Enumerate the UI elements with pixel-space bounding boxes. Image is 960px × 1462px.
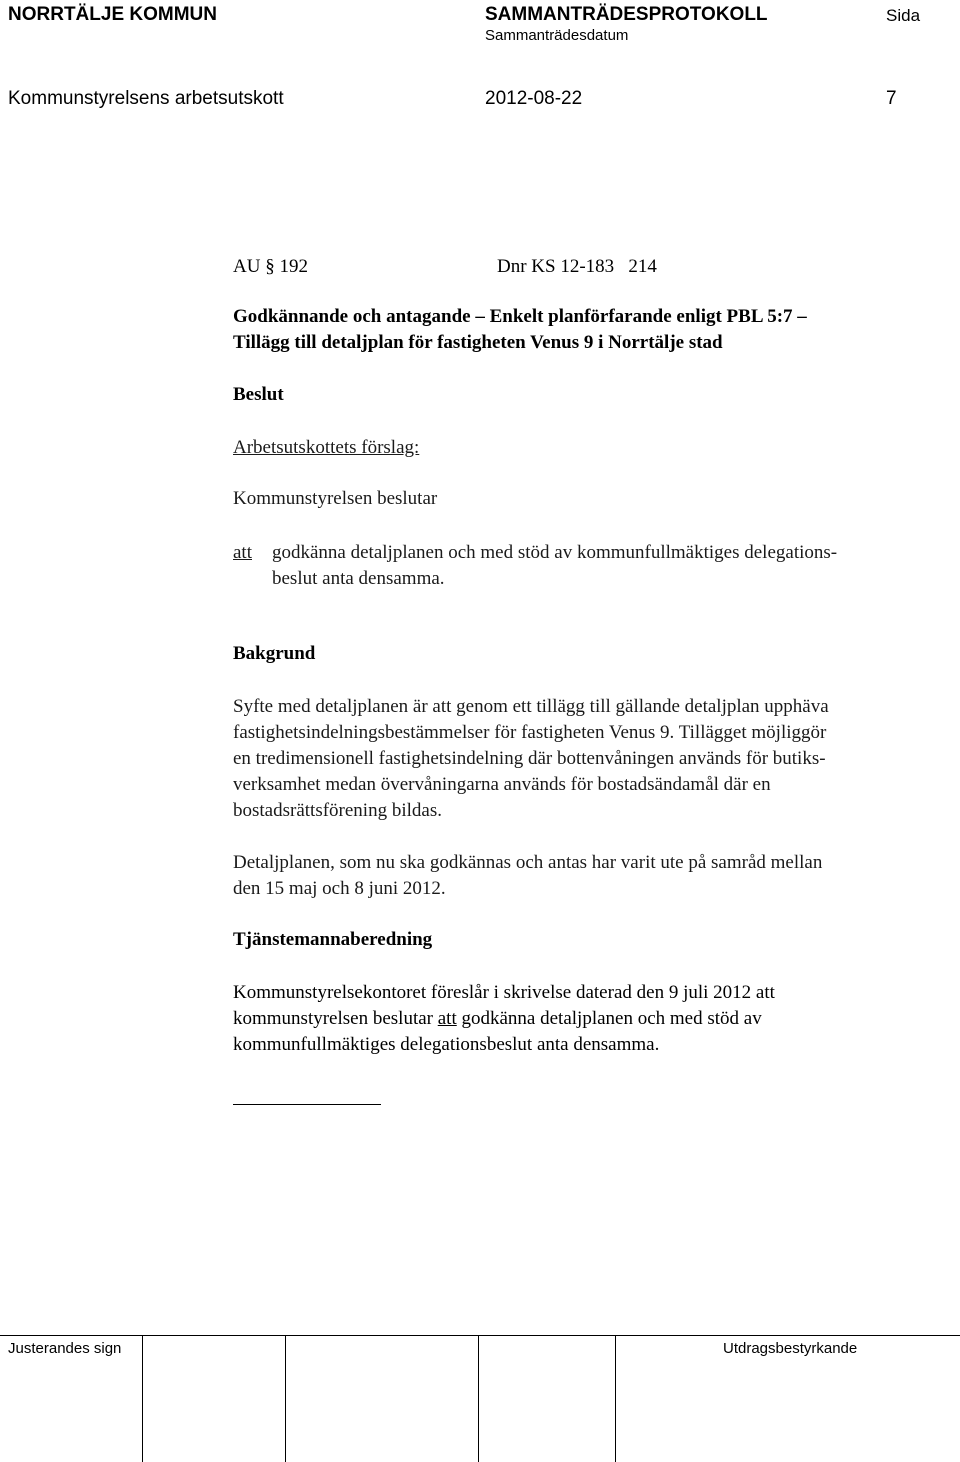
bakgrund-heading: Bakgrund: [233, 643, 316, 664]
background-p1-line2: fastighetsindelningsbestämmelser för fastigheten Venus 9. Tillägget möjliggör: [233, 722, 827, 743]
signature-box-divider-1: [142, 1335, 143, 1462]
background-p2-line2: den 15 maj och 8 juni 2012.: [233, 878, 446, 899]
signature-box-divider-3: [478, 1335, 479, 1462]
meeting-date: 2012-08-22: [485, 88, 583, 109]
committee-name: Kommunstyrelsens arbetsutskott: [8, 88, 284, 109]
protocol-title: SAMMANTRÄDESPROTOKOLL: [485, 4, 768, 25]
signature-box-divider-2: [285, 1335, 286, 1462]
att-marker: att: [233, 542, 252, 563]
signature-label: Justerandes sign: [8, 1340, 122, 1357]
preparation-line3: kommunfullmäktiges delegationsbeslut anta densamma.: [233, 1034, 660, 1055]
preparation-att-marker: att: [437, 1008, 457, 1029]
background-p1-line3: en tredimensionell fastighetsindelning där bottenvåningen används för butiks-: [233, 748, 826, 769]
case-title-line1: Godkännande och antagande – Enkelt planförfarande enligt PBL 5:7 –: [233, 306, 807, 327]
preparation-line2: [233, 1006, 762, 1032]
excerpt-label: Utdragsbestyrkande: [723, 1340, 858, 1357]
decision-item-line2: beslut anta densamma.: [272, 568, 445, 589]
page-number: 7: [886, 88, 897, 109]
preparation-line2-rest: godkänna detaljplanen och med stöd av: [456, 1008, 762, 1029]
preparation-line1: Kommunstyrelsekontoret föreslår i skrivelse daterad den 9 juli 2012 att: [233, 982, 775, 1003]
proposal-label: Arbetsutskottets förslag:: [233, 437, 420, 458]
municipality-name: NORRTÄLJE KOMMUN: [8, 4, 217, 25]
case-title-line2: Tillägg till detaljplan för fastigheten Venus 9 i Norrtälje stad: [233, 332, 723, 353]
background-p2-line1: Detaljplanen, som nu ska godkännas och antas har varit ute på samråd mellan: [233, 852, 823, 873]
background-p1-line1: Syfte med detaljplanen är att genom ett tillägg till gällande detaljplan upphäva: [233, 696, 829, 717]
background-p1-line5: bostadsrättsförening bildas.: [233, 800, 442, 821]
preparation-line2-text: kommunstyrelsen beslutar: [233, 1008, 438, 1029]
footer-rule: [0, 1335, 960, 1336]
page-label: Sida: [886, 6, 921, 25]
protocol-subtitle: Sammanträdesdatum: [485, 27, 629, 44]
background-p1-line4: verksamhet medan övervåningarna används för bostadsändamål där en: [233, 774, 771, 795]
section-end-rule: [233, 1104, 381, 1105]
decision-item-line1: godkänna detaljplanen och med stöd av kommunfullmäktiges delegations-: [272, 542, 838, 563]
decision-intro: Kommunstyrelsen beslutar: [233, 488, 438, 509]
au-number: AU § 192: [233, 256, 308, 277]
signature-box-divider-4: [615, 1335, 616, 1462]
beslut-heading: Beslut: [233, 384, 284, 405]
diary-number: Dnr KS 12-183 214: [497, 256, 657, 277]
tjansteman-heading: Tjänstemannaberedning: [233, 929, 433, 950]
